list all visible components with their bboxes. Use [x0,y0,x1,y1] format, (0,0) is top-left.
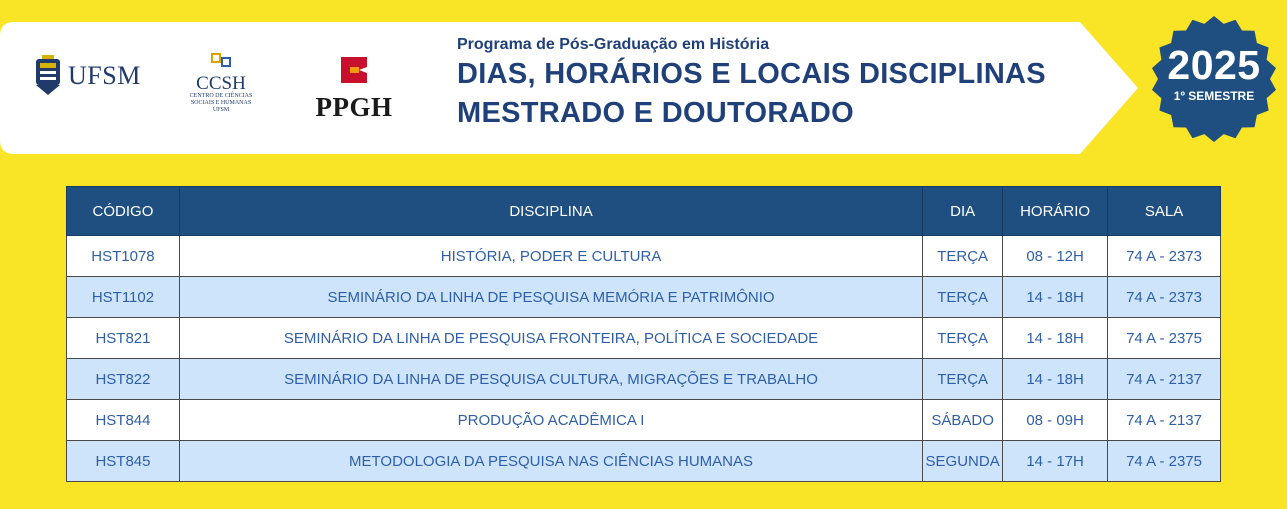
cell-room: 74 A - 2373 [1108,277,1221,318]
ccsh-logo-subtext-2: SOCIAIS E HUMANAS [190,100,252,106]
cell-day: TERÇA [923,236,1003,277]
table-header-row [67,187,1221,236]
cell-code: HST844 [67,400,180,441]
ppgh-logo [308,55,400,123]
cell-time: 14 - 18H [1003,277,1108,318]
ppgh-mark-icon [337,55,371,85]
table-row [67,236,1221,277]
table-row [67,277,1221,318]
cell-course: SEMINÁRIO DA LINHA DE PESQUISA CULTURA, MIGRAÇÕES E TRABALHO [179,359,922,400]
page-title-line2: MESTRADO E DOUTORADO [457,97,854,129]
cell-course: HISTÓRIA, PODER E CULTURA [179,236,922,277]
table-row [67,359,1221,400]
cell-code: HST845 [67,441,180,482]
cell-room: 74 A - 2137 [1108,359,1221,400]
header-time: HORÁRIO [1003,187,1108,236]
table-row [67,318,1221,359]
ufsm-logo [34,55,141,97]
table-row [67,400,1221,441]
cell-course: SEMINÁRIO DA LINHA DE PESQUISA MEMÓRIA E PATRIMÔNIO [179,277,922,318]
cell-room: 74 A - 2137 [1108,400,1221,441]
cell-time: 14 - 18H [1003,359,1108,400]
header-day: DIA [923,187,1003,236]
header-titles [457,36,1046,130]
ccsh-logo-subtext-3: UFSM [212,107,230,113]
cell-room: 74 A - 2375 [1108,441,1221,482]
cell-time: 14 - 18H [1003,318,1108,359]
cell-time: 08 - 09H [1003,400,1108,441]
page-title-line1: DIAS, HORÁRIOS E LOCAIS DISCIPLINAS [457,58,1046,90]
table-row [67,441,1221,482]
ccsh-logo-subtext-1: CENTRO DE CIÊNCIAS [189,93,253,99]
cell-time: 14 - 17H [1003,441,1108,482]
ufsm-logo-text: UFSM [68,61,141,90]
cell-course: PRODUÇÃO ACADÊMICA I [179,400,922,441]
semester-badge [1149,14,1279,144]
ccsh-logo-text: CCSH [196,73,246,94]
cell-day: TERÇA [923,318,1003,359]
program-name: Programa de Pós-Graduação em História [457,36,770,53]
ufsm-crest-icon [34,55,62,97]
badge-year: 2025 [1167,42,1261,88]
cell-code: HST1078 [67,236,180,277]
cell-code: HST1102 [67,277,180,318]
cell-code: HST821 [67,318,180,359]
header-code: CÓDIGO [67,187,180,236]
ppgh-logo-text: PPGH [315,92,393,122]
cell-day: TERÇA [923,277,1003,318]
cell-room: 74 A - 2373 [1108,236,1221,277]
cell-day: SEGUNDA [923,441,1003,482]
header-room: SALA [1108,187,1221,236]
cell-code: HST822 [67,359,180,400]
cell-course: METODOLOGIA DA PESQUISA NAS CIÊNCIAS HUMANAS [179,441,922,482]
cell-day: TERÇA [923,359,1003,400]
ccsh-mark-icon [208,52,234,70]
header-course: DISCIPLINA [179,187,922,236]
cell-time: 08 - 12H [1003,236,1108,277]
ccsh-logo [188,52,254,114]
schedule-table [66,186,1221,482]
badge-semester: 1º SEMESTRE [1173,89,1255,103]
cell-day: SÁBADO [923,400,1003,441]
cell-course: SEMINÁRIO DA LINHA DE PESQUISA FRONTEIRA, POLÍTICA E SOCIEDADE [179,318,922,359]
cell-room: 74 A - 2375 [1108,318,1221,359]
